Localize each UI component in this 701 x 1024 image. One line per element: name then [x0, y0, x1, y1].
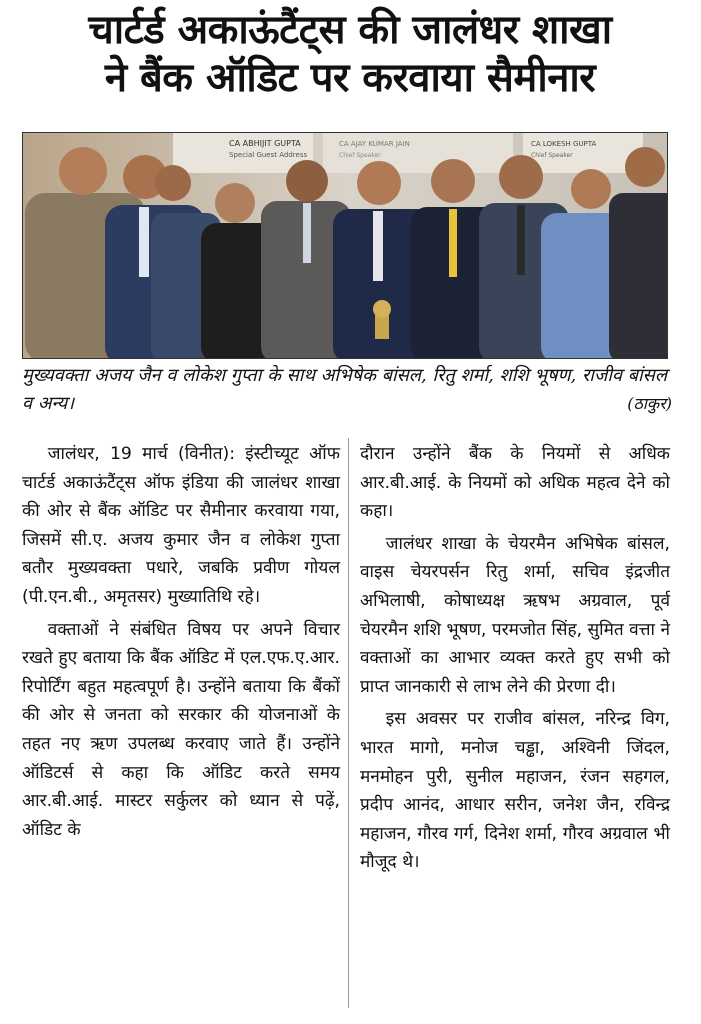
article-paragraph: दौरान उन्होंने बैंक के नियमों से अधिक आर.बी.आई. के नियमों को अधिक महत्व देने को कहा।	[360, 444, 670, 522]
headline-line-1: चार्टर्ड अकाऊंटैंट्स की जालंधर शाखा	[88, 7, 612, 53]
column-divider	[348, 438, 349, 1008]
banner-role-2: Chief Speaker	[339, 152, 381, 159]
group-photo	[22, 132, 668, 359]
banner-role-3: Chief Speaker	[531, 152, 573, 159]
caption-text: मुख्यवक्ता अजय जैन व लोकेश गुप्ता के साथ अभिषेक बांसल, रितु शर्मा, शशि भूषण, राजीव बांसल व अन्य।	[22, 365, 668, 414]
banner-name-1: CA ABHIJIT GUPTA	[229, 139, 301, 148]
banner-name-2: CA AJAY KUMAR JAIN	[339, 140, 410, 148]
article-paragraph: इस अवसर पर राजीव बांसल, नरिन्द्र विग, भारत मागो, मनोज चड्ढा, अश्विनी जिंदल, मनमोहन पुरी, सुनील महाजन, रंजन सहगल, प्रदीप आनंद, आधार सरीन, जनेश जैन, रविन्द्र महाजन, गौरव गर्ग, दिनेश शर्मा, गौरव अग्रवाल भी मौजूद थे।	[360, 709, 670, 873]
banner-role-1: Special Guest Address	[229, 151, 308, 159]
photo-caption	[22, 362, 672, 418]
headline-line-2: ने बैंक ऑडिट पर करवाया सैमीनार	[104, 55, 596, 101]
photo-credit: (ठाकुर)	[627, 394, 672, 413]
banner-name-3: CA LOKESH GUPTA	[531, 140, 597, 148]
headline	[10, 6, 690, 102]
group-photo-illustration	[23, 133, 668, 359]
article-paragraph: जालंधर, 19 मार्च (विनीत): इंस्टीच्यूट ऑफ चार्टर्ड अकाऊंटैंट्स ऑफ इंडिया की जालंधर शाखा की ओर से बैंक ऑडिट पर सैमीनार करवाया गया, जिसमें सी.ए. अजय कुमार जैन व लोकेश गुप्ता बतौर मुख्यवक्ता पधारे, जबकि प्रवीण गोयल (पी.एन.बी., अमृतसर) मुख्यातिथि रहे।	[22, 444, 340, 607]
article-column-right	[360, 440, 670, 877]
article-paragraph: जालंधर शाखा के चेयरमैन अभिषेक बांसल, वाइस चेयरपर्सन रितु शर्मा, सचिव इंद्रजीत अभिलाषी, कोषाध्यक्ष ऋषभ अग्रवाल, पूर्व चेयरमैन शशि भूषण, परमजोत सिंह, सुमित वत्ता ने वक्ताओं का आभार व्यक्त करते हुए सभी को प्राप्त जानकारी से लाभ लेने की प्रेरणा दी।	[360, 533, 671, 697]
article-paragraph: वक्ताओं ने संबंधित विषय पर अपने विचार रखते हुए बताया कि बैंक ऑडिट में एल.एफ.ए.आर. रिपोर्टिंग बहुत महत्वपूर्ण है। उन्होंने बताया कि बैंकों की ओर से जनता को सरकार की योजनाओं के तहत नए ऋण उपलब्ध करवाए जाते हैं। उन्होंने ऑडिटर्स से कहा कि ऑडिट करते समय आर.बी.आई. मास्टर सर्कुलर को ध्यान से पढ़ें, ऑडिट के	[22, 619, 340, 840]
article-column-left	[22, 440, 340, 844]
